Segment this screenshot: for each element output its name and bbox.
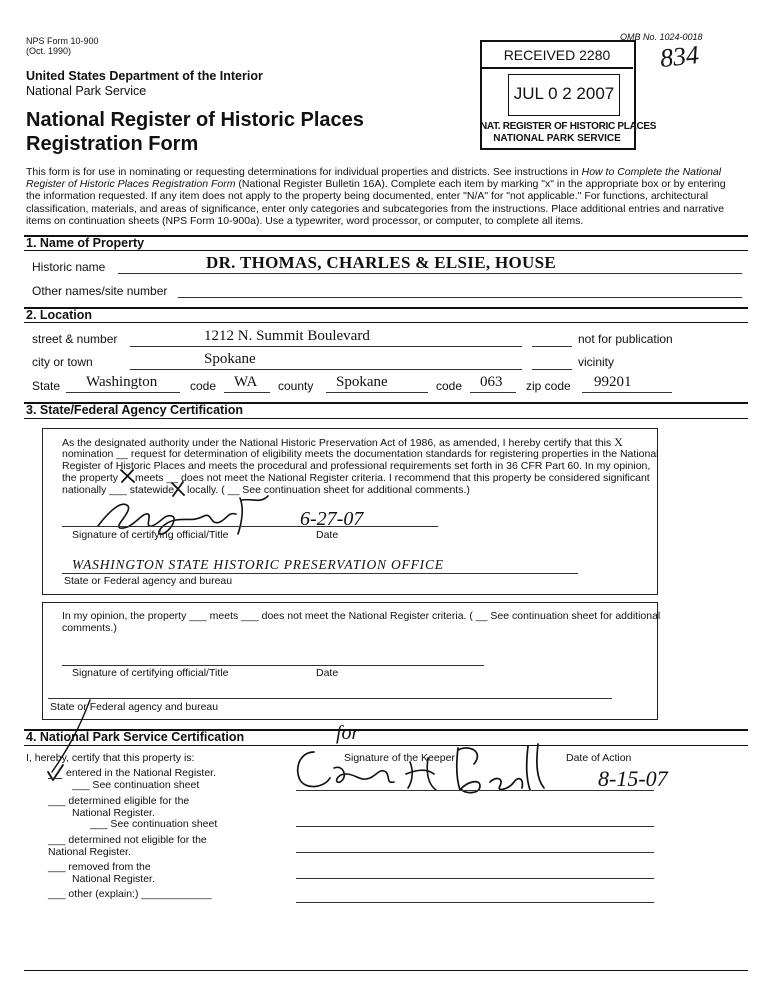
state-value[interactable]: Washington [86,374,158,390]
stamp-line1: NAT. REGISTER OF HISTORIC PLACES [480,121,657,132]
vicinity-label: vicinity [578,355,615,369]
section2-heading: 2. Location [26,308,92,322]
signature-label-1: Signature of certifying official/Title [72,529,229,541]
county-code-value[interactable]: 063 [480,374,503,390]
stamp-line2: NATIONAL PARK SERVICE [493,133,621,144]
department-line1: United States Department of the Interior [26,69,263,83]
department-line2: National Park Service [26,84,147,98]
street-value[interactable]: 1212 N. Summit Boulevard [204,328,370,344]
section3-heading: 3. State/Federal Agency Certification [26,403,243,417]
date-label-2: Date [316,667,339,679]
nps-intro: I, hereby, certify that this property is: [26,752,195,764]
cert-line4: the property meets __ does not meet the National Register criteria. I recommend that this property be considered significant [62,472,650,484]
state-code-label: code [190,379,217,393]
handwritten-date-1: 6-27-07 [300,508,364,530]
stamp-date: JUL 0 2 2007 [513,84,615,103]
not-for-publication: not for publication [578,332,673,346]
signature-label-2: Signature of certifying official/Title [72,667,229,679]
county-label: county [278,379,314,393]
option-removed[interactable]: ___ removed from the [48,861,151,873]
city-label: city or town [32,355,93,369]
city-value[interactable]: Spokane [204,351,256,367]
opinion-line2: comments.) [62,622,117,634]
date-of-action-label: Date of Action [566,752,632,764]
agency-label-2: State or Federal agency and bureau [50,701,219,713]
omb-number: OMB No. 1024-0018 [620,32,703,42]
option-not-eligible-line2: National Register. [48,846,131,858]
option-entered[interactable]: entered in the National Register. [66,767,217,779]
option-eligible-continuation[interactable]: ___ See continuation sheet [90,818,218,830]
option-eligible[interactable]: ___ determined eligible for the [48,795,190,807]
keeper-initials: for [336,722,360,744]
handwritten-action-date: 8-15-07 [598,766,668,791]
meets-checkmark-icon[interactable] [118,468,138,484]
instructions: This form is for use in nominating or requesting determinations for individual properties and districts. See instructions in How to Complete the National Register of Historic Places Registration Form (National Register Bulletin 16A). Complete each item by marking "x" in the appropriate box or by entering the information requested. If any item does not apply to the property being documented, enter "N/A" for "not applicable." For functions, architectural classification, materials, and areas of significance, enter only categories and subcategories from the instructions. Place additional entries and narrative items on continuation sheets (NPS Form 10-900a). Use a typewriter, word processor, or computer, to complete all items. [26,166,726,227]
section1-heading: 1. Name of Property [26,236,145,250]
keeper-signature [290,738,560,798]
stamp-received: RECEIVED 2280 [503,47,611,63]
keeper-label: Signature of the Keeper [344,752,455,764]
date-label-1: Date [316,529,339,541]
opinion-line1: In my opinion, the property ___ meets ___ does not meet the National Register criteria. ( __ See continuation sheet for additional [62,610,661,622]
cert-line1: As the designated authority under the National Historic Preservation Act of 1986, as amended, I hereby certify that this X [62,435,623,449]
option-eligible-line2: National Register. [72,807,155,819]
historic-name-value[interactable]: DR. THOMAS, CHARLES & ELSIE, HOUSE [206,253,556,272]
option-removed-line2: National Register. [72,873,155,885]
option-other[interactable]: ___ other (explain:) ____________ [48,888,212,900]
form-date: (Oct. 1990) [26,46,72,56]
county-value[interactable]: Spokane [336,374,388,390]
state-code-value[interactable]: WA [234,374,258,390]
agency-handwritten: WASHINGTON STATE HISTORIC PRESERVATION OFFICE [72,557,444,572]
historic-name-label: Historic name [32,260,106,274]
zip-label: zip code [526,379,571,393]
cert-line3: Register of Historic Places and meets the procedural and professional requirements set forth in 36 CFR Part 60. In my opinion, [62,460,651,472]
agency-label-1: State or Federal agency and bureau [64,575,233,587]
state-label: State [32,379,61,393]
county-code-label: code [436,379,463,393]
other-names-label: Other names/site number [32,284,168,298]
handwritten-number: 834 [658,40,701,73]
page-title: National Register of Historic Places [26,109,364,131]
pen-stroke [40,696,100,776]
option-entered-continuation[interactable]: ___ See continuation sheet [72,779,200,791]
street-label: street & number [32,332,118,346]
form-number: NPS Form 10-900 [26,36,99,46]
page-subtitle: Registration Form [26,133,199,155]
cert-line5: nationally ___ statewide locally. ( __ See continuation sheet for additional comments.) [62,484,470,496]
section4-heading: 4. National Park Service Certification [26,730,245,744]
option-not-eligible[interactable]: ___ determined not eligible for the [48,834,207,846]
cert-line2: nomination __ request for determination of eligibility meets the documentation standards for registering properties in the National [62,448,659,460]
zip-value[interactable]: 99201 [594,374,632,390]
